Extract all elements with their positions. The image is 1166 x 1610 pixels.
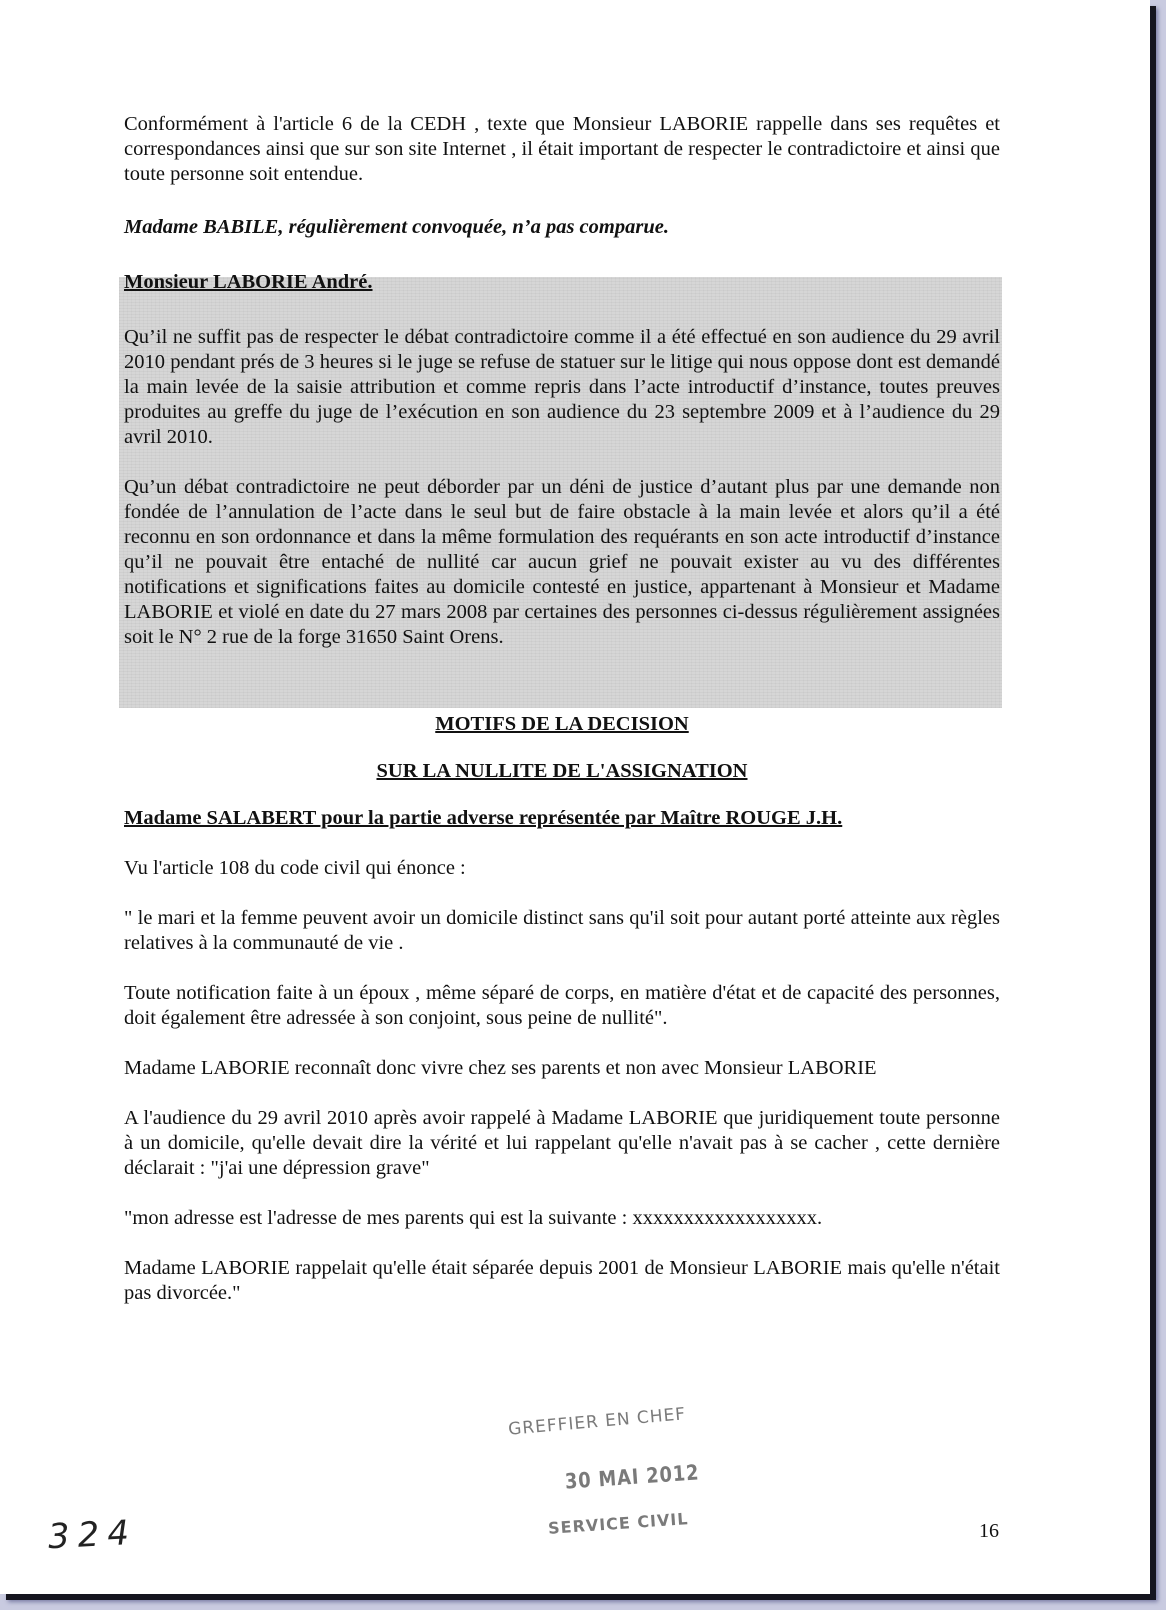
section-title: MOTIFS DE LA DECISION <box>435 713 689 735</box>
body-paragraph: Vu l'article 108 du code civil qui énonce : <box>124 857 466 879</box>
body-paragraph: "mon adresse est l'adresse de mes parents qui est la suivante : xxxxxxxxxxxxxxxxxx. <box>124 1207 823 1229</box>
babile-statement: Madame BABILE, régulièrement convoquée, n’a pas comparue. <box>124 216 669 238</box>
laborie-paragraph-1: Qu’il ne suffit pas de respecter le débat contradictoire comme il a été effectué en son audience du 29 avril 2010 pendant prés de 3 heures si le juge se refuse de statuer sur le litige qui nous oppose dont est demandé la main levée de la saisie attribution et comme repris dans l’acte introductif d’instance, toutes preuves produites au greffe du juge de l’exécution en son audience du 23 septembre 2009 et à l’audience du 29 avril 2010. <box>124 326 1000 448</box>
body-paragraph: A l'audience du 29 avril 2010 après avoir rappelé à Madame LABORIE que juridiquement toute personne à un domicile, qu'elle devait dire la vérité et lui rappelant qu'elle n'avait pas à se cacher , cette dernière déclarait : "j'ai une dépression grave" <box>124 1107 1000 1179</box>
intro-paragraph: Conformément à l'article 6 de la CEDH , texte que Monsieur LABORIE rappelle dans ses requêtes et correspondances ainsi que sur son site Internet , il était important de respecter le contradictoire et ainsi que toute personne soit entendue. <box>124 113 1000 185</box>
laborie-heading: Monsieur LABORIE André. <box>124 271 373 293</box>
stamp-greffier: GREFFIER EN CHEF <box>507 1404 687 1440</box>
salabert-heading: Madame SALABERT pour la partie adverse représentée par Maître ROUGE J.H. <box>124 807 843 829</box>
body-paragraph: " le mari et la femme peuvent avoir un domicile distinct sans qu'il soit pour autant porté atteinte aux règles relatives à la communauté de vie . <box>124 907 1000 954</box>
body-paragraph: Madame LABORIE reconnaît donc vivre chez ses parents et non avec Monsieur LABORIE <box>124 1057 877 1079</box>
handwritten-number: 324 <box>47 1512 138 1558</box>
stamp-date: 30 MAI 2012 <box>564 1460 701 1494</box>
body-paragraph: Toute notification faite à un époux , même séparé de corps, en matière d'état et de capacité des personnes, doit également être adressée à son conjoint, sous peine de nullité". <box>124 982 1000 1029</box>
stamp-service: SERVICE CIVIL <box>547 1509 690 1538</box>
laborie-paragraph-2: Qu’un débat contradictoire ne peut déborder par un déni de justice d’autant plus par une demande non fondée de l’annulation de l’acte dans le seul but de faire obstacle à la main levée et alors qu’il a été reconnu en son ordonnance et dans la même formulation des requérants en son acte introductif d’instance qu’il ne pouvait être entaché de nullité car aucun grief ne pouvait exister au vu des différentes notifications et significations faites au domicile contesté en justice, appartenant à Monsieur et Madame LABORIE et violé en date du 27 mars 2008 par certaines des personnes ci-dessus régulièrement assignées soit le N° 2 rue de la forge 31650 Saint Orens. <box>124 476 1000 648</box>
page-number: 16 <box>979 1520 999 1542</box>
body-paragraph: Madame LABORIE rappelait qu'elle était séparée depuis 2001 de Monsieur LABORIE mais qu'elle n'était pas divorcée." <box>124 1257 1000 1304</box>
document-body <box>124 112 1000 1306</box>
subsection-title: SUR LA NULLITE DE L'ASSIGNATION <box>376 760 748 782</box>
